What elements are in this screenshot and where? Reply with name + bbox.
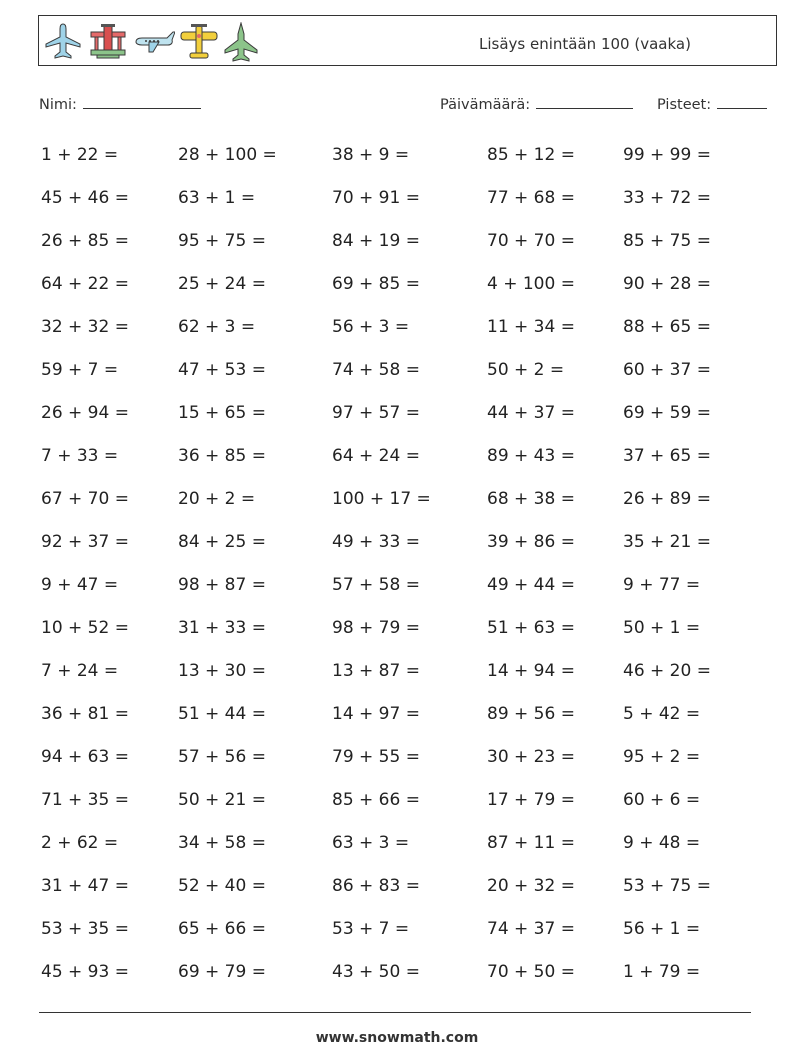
problem-item: 84 + 25 = — [178, 532, 266, 552]
problem-item: 31 + 47 = — [41, 876, 129, 896]
problem-item: 26 + 89 = — [623, 489, 711, 509]
problem-item: 52 + 40 = — [178, 876, 266, 896]
problem-item: 53 + 75 = — [623, 876, 711, 896]
problem-item: 69 + 59 = — [623, 403, 711, 423]
problem-item: 11 + 34 = — [487, 317, 575, 337]
problem-item: 44 + 37 = — [487, 403, 575, 423]
problem-item: 77 + 68 = — [487, 188, 575, 208]
problem-item: 35 + 21 = — [623, 532, 711, 552]
problem-item: 90 + 28 = — [623, 274, 711, 294]
problem-item: 30 + 23 = — [487, 747, 575, 767]
problem-item: 79 + 55 = — [332, 747, 420, 767]
problem-item: 15 + 65 = — [178, 403, 266, 423]
problem-item: 7 + 24 = — [41, 661, 119, 681]
problem-item: 85 + 66 = — [332, 790, 420, 810]
problem-item: 97 + 57 = — [332, 403, 420, 423]
problem-item: 17 + 79 = — [487, 790, 575, 810]
problem-item: 99 + 99 = — [623, 145, 711, 165]
problem-item: 49 + 33 = — [332, 532, 420, 552]
problem-item: 28 + 100 = — [178, 145, 277, 165]
problem-item: 26 + 85 = — [41, 231, 129, 251]
problem-item: 49 + 44 = — [487, 575, 575, 595]
problem-item: 74 + 58 = — [332, 360, 420, 380]
problem-item: 34 + 58 = — [178, 833, 266, 853]
problem-item: 70 + 50 = — [487, 962, 575, 982]
score-label: Pisteet: — [657, 97, 712, 113]
problem-item: 60 + 6 = — [623, 790, 701, 810]
problem-item: 53 + 35 = — [41, 919, 129, 939]
problem-item: 25 + 24 = — [178, 274, 266, 294]
problem-item: 92 + 37 = — [41, 532, 129, 552]
problem-item: 95 + 75 = — [178, 231, 266, 251]
problem-item: 4 + 100 = — [487, 274, 575, 294]
problem-item: 57 + 56 = — [178, 747, 266, 767]
problem-item: 100 + 17 = — [332, 489, 431, 509]
problem-item: 14 + 94 = — [487, 661, 575, 681]
problem-item: 32 + 32 = — [41, 317, 129, 337]
problem-item: 50 + 1 = — [623, 618, 701, 638]
problem-item: 50 + 2 = — [487, 360, 565, 380]
problem-item: 71 + 35 = — [41, 790, 129, 810]
problem-item: 36 + 81 = — [41, 704, 129, 724]
problem-item: 64 + 24 = — [332, 446, 420, 466]
problem-item: 62 + 3 = — [178, 317, 256, 337]
problem-item: 9 + 77 = — [623, 575, 701, 595]
problem-item: 69 + 85 = — [332, 274, 420, 294]
problem-item: 65 + 66 = — [178, 919, 266, 939]
problem-item: 98 + 87 = — [178, 575, 266, 595]
problem-item: 70 + 91 = — [332, 188, 420, 208]
problem-item: 20 + 32 = — [487, 876, 575, 896]
problem-item: 10 + 52 = — [41, 618, 129, 638]
problem-item: 85 + 75 = — [623, 231, 711, 251]
problem-item: 43 + 50 = — [332, 962, 420, 982]
problem-item: 36 + 85 = — [178, 446, 266, 466]
date-label: Päivämäärä: — [440, 97, 531, 113]
footer-website: www.snowmath.com — [315, 1030, 479, 1046]
problem-item: 1 + 22 = — [41, 145, 119, 165]
problem-item: 89 + 56 = — [487, 704, 575, 724]
problem-item: 70 + 70 = — [487, 231, 575, 251]
name-label: Nimi: — [39, 97, 77, 113]
problem-item: 89 + 43 = — [487, 446, 575, 466]
problem-item: 56 + 1 = — [623, 919, 701, 939]
problem-item: 59 + 7 = — [41, 360, 119, 380]
problem-item: 13 + 30 = — [178, 661, 266, 681]
problem-item: 84 + 19 = — [332, 231, 420, 251]
problem-item: 60 + 37 = — [623, 360, 711, 380]
problem-item: 46 + 20 = — [623, 661, 711, 681]
problem-item: 14 + 97 = — [332, 704, 420, 724]
problem-item: 94 + 63 = — [41, 747, 129, 767]
problem-item: 9 + 48 = — [623, 833, 701, 853]
problem-item: 38 + 9 = — [332, 145, 410, 165]
problem-item: 53 + 7 = — [332, 919, 410, 939]
problem-item: 86 + 83 = — [332, 876, 420, 896]
problem-item: 63 + 1 = — [178, 188, 256, 208]
problem-item: 85 + 12 = — [487, 145, 575, 165]
problem-item: 20 + 2 = — [178, 489, 256, 509]
problem-item: 69 + 79 = — [178, 962, 266, 982]
problem-item: 1 + 79 = — [623, 962, 701, 982]
footer-divider — [39, 1012, 751, 1013]
worksheet-title: Lisäys enintään 100 (vaaka) — [479, 35, 691, 53]
problem-item: 95 + 2 = — [623, 747, 701, 767]
problem-item: 5 + 42 = — [623, 704, 701, 724]
problem-item: 63 + 3 = — [332, 833, 410, 853]
problem-item: 88 + 65 = — [623, 317, 711, 337]
problem-item: 57 + 58 = — [332, 575, 420, 595]
problem-item: 56 + 3 = — [332, 317, 410, 337]
problem-item: 68 + 38 = — [487, 489, 575, 509]
problem-item: 51 + 44 = — [178, 704, 266, 724]
problem-item: 7 + 33 = — [41, 446, 119, 466]
problem-item: 45 + 46 = — [41, 188, 129, 208]
problem-item: 64 + 22 = — [41, 274, 129, 294]
problem-item: 13 + 87 = — [332, 661, 420, 681]
problem-item: 98 + 79 = — [332, 618, 420, 638]
problem-item: 26 + 94 = — [41, 403, 129, 423]
problem-item: 67 + 70 = — [41, 489, 129, 509]
problem-item: 9 + 47 = — [41, 575, 119, 595]
problem-item: 45 + 93 = — [41, 962, 129, 982]
problem-item: 33 + 72 = — [623, 188, 711, 208]
problem-item: 2 + 62 = — [41, 833, 119, 853]
problem-item: 39 + 86 = — [487, 532, 575, 552]
problem-item: 31 + 33 = — [178, 618, 266, 638]
problem-item: 47 + 53 = — [178, 360, 266, 380]
problem-item: 50 + 21 = — [178, 790, 266, 810]
problem-item: 37 + 65 = — [623, 446, 711, 466]
problem-item: 74 + 37 = — [487, 919, 575, 939]
problem-item: 87 + 11 = — [487, 833, 575, 853]
problem-item: 51 + 63 = — [487, 618, 575, 638]
